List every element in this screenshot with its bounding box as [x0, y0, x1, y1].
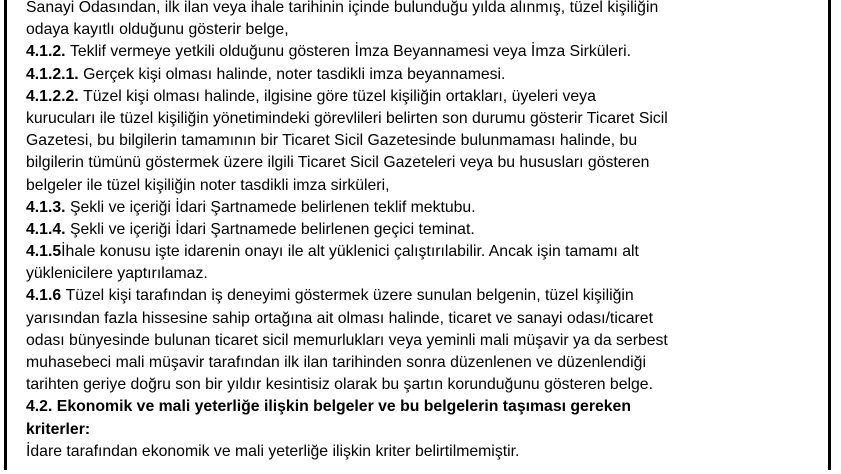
clause-number: 4.1.5: [26, 243, 62, 261]
document-line: [26, 441, 826, 463]
document-line: [26, 396, 826, 418]
document-body: [26, 0, 826, 463]
clause-text: yarısından fazla hissesine sahip ortağına ait olması halinde, ticaret ve sanayi odası/ticaret: [26, 309, 653, 327]
document-line: [26, 108, 826, 130]
document-line: [26, 64, 826, 86]
document-line: [26, 175, 826, 197]
clause-number: 4.1.6: [26, 287, 62, 305]
clause-text: Şekli ve içeriği İdari Şartnamede belirlenen geçici teminat.: [69, 220, 475, 238]
clause-text: muhasebeci mali müşavir tarafından ilk ilan tarihinden sonra düzenlenen ve düzenlendiği: [26, 354, 646, 371]
clause-number: 4.1.3.: [26, 198, 66, 216]
document-line: [26, 241, 826, 263]
clause-number: 4.1.2.1.: [26, 65, 79, 83]
clause-text: belgeler ile tüzel kişiliğin noter tasdikli imza sirküleri,: [26, 176, 390, 194]
clause-text: Şekli ve içeriği İdari Şartnamede belirlenen teklif mektubu.: [69, 198, 476, 216]
clause-text: yüklenicilere yaptırılamaz.: [26, 265, 208, 283]
clause-text: İdare tarafından ekonomik ve mali yeterliğe ilişkin kriter belirtilmemiştir.: [26, 442, 520, 460]
document-line: [26, 130, 826, 152]
clause-number: 4.1.2.2.: [26, 87, 79, 105]
document-line: [26, 285, 826, 307]
clause-text: odası bünyesinde bulunan ticaret sicil memurlukları veya yeminli mali müşavir ya da serbest: [26, 331, 668, 349]
clause-text: Sanayi Odasından, ilk ilan veya ihale tarihinin içinde bulunduğu yılda alınmış, tüzel kişiliğin: [26, 0, 659, 16]
clause-text: Teklif vermeye yetkili olduğunu gösteren İmza Beyannamesi veya İmza Sirküleri.: [69, 43, 631, 61]
clause-text: İhale konusu işte idarenin onayı ile alt yüklenici çalıştırılabilir. Ancak işin tamamı alt: [61, 243, 639, 261]
clause-text: Ekonomik ve mali yeterliğe ilişkin belgeler ve bu belgelerin taşıması gereken: [56, 398, 631, 416]
document-line: [26, 19, 826, 41]
clause-text: Tüzel kişi olması halinde, ilgisine göre tüzel kişiliğin ortakları, üyeleri veya: [83, 87, 596, 105]
clause-text: Tüzel kişi tarafından iş deneyimi göstermek üzere sunulan belgenin, tüzel kişiliğin: [65, 287, 634, 305]
document-line: [26, 219, 826, 241]
document-line: [26, 308, 826, 330]
clause-text: Gazetesi, bu bilgilerin tamamının bir Ticaret Sicil Gazetesinde bulunmaması halinde, bu: [26, 132, 638, 150]
clause-number: 4.1.2.: [26, 43, 66, 61]
document-line: [26, 86, 826, 108]
document-line: [26, 352, 826, 374]
clause-text: bilgilerin tümünü göstermek üzere ilgili Ticaret Sicil Gazeteleri veya bu hususları gösteren: [26, 154, 650, 172]
clause-text: kriterler:: [26, 420, 91, 438]
clause-text: kurucuları ile tüzel kişiliğin yönetimindeki görevlileri belirten son durumu gösterir Ticaret Sicil: [26, 109, 668, 127]
document-line: [26, 330, 826, 352]
document-line: [26, 152, 826, 174]
document-line: [26, 419, 826, 441]
document-line: [26, 0, 826, 19]
document-line: [26, 263, 826, 285]
document-line: [26, 41, 826, 63]
page-frame: [4, 0, 831, 470]
document-line: [26, 197, 826, 219]
clause-text: Gerçek kişi olması halinde, noter tasdikli imza beyannamesi.: [83, 65, 506, 83]
clause-number: 4.1.4.: [26, 220, 66, 238]
clause-text: tarihten geriye doğru son bir yıldır kesintisiz olarak bu şartın korunduğunu gösteren belge.: [26, 376, 653, 394]
clause-text: odaya kayıtlı olduğunu gösterir belge,: [26, 21, 289, 39]
clause-number: 4.2.: [26, 398, 53, 416]
document-line: [26, 374, 826, 396]
